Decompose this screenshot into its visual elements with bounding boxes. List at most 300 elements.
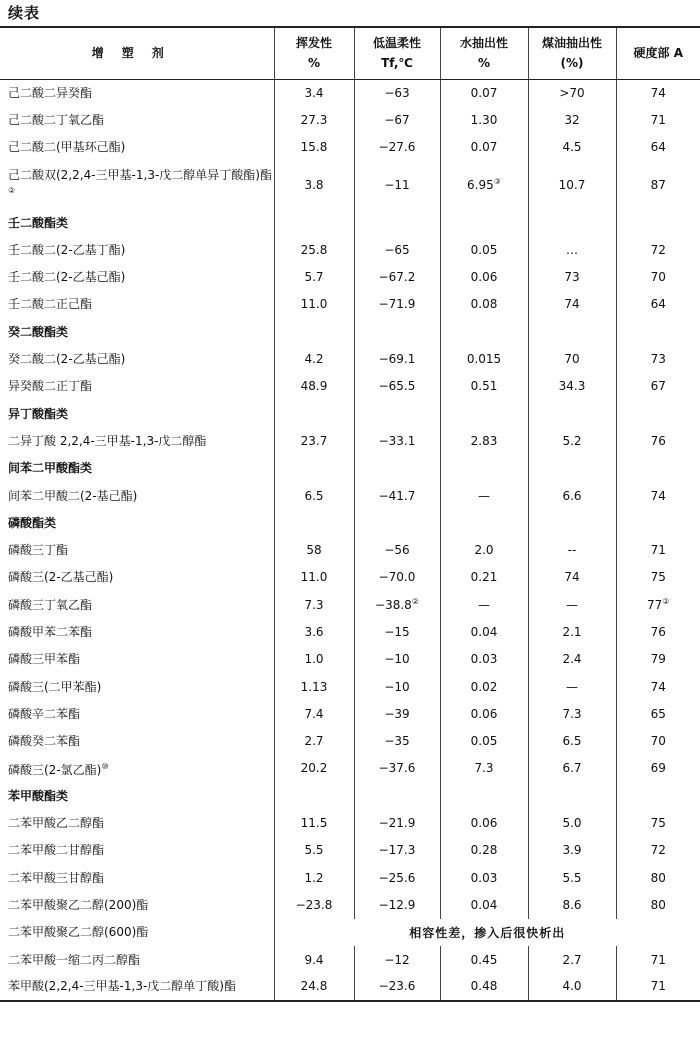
cell-value: −41.7 <box>378 488 416 503</box>
cell-flexibility <box>354 318 440 345</box>
cell-value: 0.51 <box>470 379 498 394</box>
cell-value: −35 <box>384 734 410 749</box>
cell-hardness <box>616 345 700 372</box>
cell-value: 74 <box>650 488 666 503</box>
cell-value: 72 <box>650 843 666 858</box>
cell-volatility <box>274 728 354 755</box>
cell-value: 8.6 <box>562 897 582 912</box>
cell-value: 5.5 <box>304 843 324 858</box>
cell-kerosene-extraction <box>528 564 616 591</box>
cell-value: −63 <box>384 85 410 100</box>
cell-flexibility <box>354 134 440 161</box>
cell-water-extraction <box>440 673 528 700</box>
cell-kerosene-extraction <box>528 400 616 427</box>
cell-volatility <box>274 809 354 836</box>
table-row <box>0 755 700 782</box>
cell-plasticizer-name <box>0 291 274 318</box>
cell-value: — <box>478 597 490 612</box>
cell-kerosene-extraction <box>528 591 616 618</box>
cell-water-extraction <box>440 79 528 106</box>
cell-plasticizer-name <box>0 263 274 290</box>
cell-volatility <box>274 618 354 645</box>
cell-value: 0.04 <box>470 624 498 639</box>
cell-value: 0.08 <box>470 297 498 312</box>
cell-value: 磷酸三丁氧乙酯 <box>8 597 93 612</box>
cell-water-extraction <box>440 837 528 864</box>
table-row <box>0 946 700 973</box>
table-row <box>0 864 700 891</box>
cell-value: 壬二酸二正己酯 <box>8 297 93 312</box>
cell-plasticizer-name <box>0 919 274 946</box>
cell-value: −38.8 <box>375 598 412 613</box>
cell-value: 3.4 <box>304 85 324 100</box>
cell-volatility <box>274 345 354 372</box>
cell-plasticizer-name <box>0 591 274 618</box>
cell-value: 32 <box>564 112 580 127</box>
cell-volatility <box>274 482 354 509</box>
cell-hardness <box>616 646 700 673</box>
cell-kerosene-extraction <box>528 263 616 290</box>
cell-value: 1.30 <box>470 112 498 127</box>
cell-flexibility <box>354 809 440 836</box>
cell-value: … <box>566 242 578 257</box>
cell-flexibility <box>354 209 440 236</box>
cell-value: 0.45 <box>470 952 498 967</box>
cell-value: 73 <box>564 270 580 285</box>
cell-value: 0.05 <box>470 734 498 749</box>
cell-value: 48.9 <box>300 379 328 394</box>
cell-value: −10 <box>384 679 410 694</box>
cell-volatility <box>274 646 354 673</box>
cell-value: 5.2 <box>562 433 582 448</box>
cell-value: 2.83 <box>470 433 498 448</box>
section-label <box>0 209 274 236</box>
cell-value: 5.0 <box>562 816 582 831</box>
cell-plasticizer-name <box>0 946 274 973</box>
cell-value: 己二酸双(2,2,4-三甲基-1,3-戊二醇单异丁酸酯)酯 <box>8 168 272 183</box>
cell-water-extraction <box>440 700 528 727</box>
cell-plasticizer-name <box>0 106 274 133</box>
cell-value: 15.8 <box>300 140 328 155</box>
cell-volatility <box>274 973 354 1000</box>
cell-water-extraction <box>440 318 528 345</box>
cell-volatility <box>274 106 354 133</box>
cell-flexibility <box>354 755 440 782</box>
cell-value: 0.03 <box>470 870 498 885</box>
header-plasticizer: 增塑剂 <box>0 27 274 79</box>
cell-water-extraction <box>440 809 528 836</box>
cell-value: −65 <box>384 242 410 257</box>
cell-value: 二苯甲酸二甘醇酯 <box>8 843 105 858</box>
cell-hardness <box>616 236 700 263</box>
cell-value: 58 <box>306 543 322 558</box>
header-volatility-unit: % <box>307 56 321 71</box>
table-row <box>0 345 700 372</box>
cell-plasticizer-name <box>0 536 274 563</box>
table-row <box>0 106 700 133</box>
cell-value: 75 <box>650 570 666 585</box>
cell-flexibility <box>354 373 440 400</box>
cell-compatibility-note <box>274 919 700 946</box>
cell-kerosene-extraction <box>528 837 616 864</box>
section-label <box>0 455 274 482</box>
cell-kerosene-extraction <box>528 134 616 161</box>
cell-volatility <box>274 673 354 700</box>
cell-value: −10 <box>384 652 410 667</box>
cell-volatility <box>274 700 354 727</box>
table-row <box>0 700 700 727</box>
cell-volatility <box>274 946 354 973</box>
cell-volatility <box>274 591 354 618</box>
cell-value: −71.9 <box>378 297 416 312</box>
cell-water-extraction <box>440 427 528 454</box>
cell-value: −21.9 <box>378 816 416 831</box>
cell-value: −67 <box>384 112 410 127</box>
cell-value: −70.0 <box>378 570 416 585</box>
cell-plasticizer-name <box>0 728 274 755</box>
table-row <box>0 809 700 836</box>
cell-water-extraction <box>440 373 528 400</box>
cell-hardness <box>616 891 700 918</box>
table-row <box>0 536 700 563</box>
cell-hardness <box>616 782 700 809</box>
cell-value: 70 <box>650 270 666 285</box>
table-row <box>0 79 700 106</box>
cell-value: 0.48 <box>470 979 498 994</box>
cell-value: 76 <box>650 624 666 639</box>
cell-value: 磷酸三甲苯酯 <box>8 652 81 667</box>
cell-kerosene-extraction <box>528 973 616 1000</box>
cell-value: 71 <box>650 112 666 127</box>
section-label <box>0 400 274 427</box>
cell-flexibility <box>354 591 440 618</box>
table-row <box>0 646 700 673</box>
cell-value: −12.9 <box>378 897 416 912</box>
cell-hardness <box>616 618 700 645</box>
cell-hardness <box>616 209 700 236</box>
cell-value: 4.2 <box>304 352 324 367</box>
cell-value: — <box>478 488 490 503</box>
table-body <box>0 79 700 1001</box>
cell-water-extraction <box>440 946 528 973</box>
cell-kerosene-extraction <box>528 673 616 700</box>
cell-value: 71 <box>650 979 666 994</box>
cell-water-extraction <box>440 291 528 318</box>
cell-value: 2.7 <box>304 734 324 749</box>
cell-value: 7.3 <box>304 597 324 612</box>
cell-kerosene-extraction <box>528 345 616 372</box>
cell-value: 6.5 <box>562 734 582 749</box>
cell-plasticizer-name <box>0 700 274 727</box>
cell-plasticizer-name <box>0 427 274 454</box>
footnote-marker: ③ <box>493 177 501 187</box>
table-row <box>0 161 700 209</box>
cell-value: 11.5 <box>300 816 328 831</box>
cell-volatility <box>274 263 354 290</box>
cell-water-extraction <box>440 209 528 236</box>
cell-value: 磷酸三(二甲苯酯) <box>8 679 102 694</box>
cell-value: 癸二酸二(2-乙基己酯) <box>8 352 126 367</box>
cell-volatility <box>274 837 354 864</box>
cell-volatility <box>274 134 354 161</box>
header-oil-label: 煤油抽出性 <box>541 36 602 51</box>
cell-plasticizer-name <box>0 161 274 209</box>
cell-value: 磷酸三丁酯 <box>8 543 69 558</box>
cell-hardness <box>616 106 700 133</box>
cell-value: 壬二酸二(2-乙基丁酯) <box>8 242 126 257</box>
cell-value: 25.8 <box>300 242 328 257</box>
cell-plasticizer-name <box>0 755 274 782</box>
table-row <box>0 728 700 755</box>
header-volatility <box>274 27 354 79</box>
cell-value: 80 <box>650 897 666 912</box>
cell-hardness <box>616 263 700 290</box>
cell-volatility <box>274 891 354 918</box>
section-row <box>0 509 700 536</box>
cell-hardness <box>616 373 700 400</box>
footnote-marker: ② <box>8 186 16 196</box>
cell-value: 74 <box>650 85 666 100</box>
cell-kerosene-extraction <box>528 161 616 209</box>
cell-value: 己二酸二丁氧乙酯 <box>8 112 105 127</box>
header-row <box>0 27 700 79</box>
cell-value: 0.07 <box>470 85 498 100</box>
table-row <box>0 482 700 509</box>
cell-hardness <box>616 482 700 509</box>
plasticizer-table <box>0 26 700 1002</box>
cell-value: 0.04 <box>470 897 498 912</box>
cell-flexibility <box>354 673 440 700</box>
cell-plasticizer-name <box>0 345 274 372</box>
table-row <box>0 837 700 864</box>
cell-value: −39 <box>384 706 410 721</box>
cell-flexibility <box>354 973 440 1000</box>
cell-plasticizer-name <box>0 482 274 509</box>
cell-value: 7.3 <box>562 706 582 721</box>
cell-value: 10.7 <box>558 177 586 192</box>
cell-flexibility <box>354 509 440 536</box>
cell-value: 0.28 <box>470 843 498 858</box>
cell-value: 二苯甲酸聚乙二醇(600)酯 <box>8 925 149 940</box>
cell-kerosene-extraction <box>528 236 616 263</box>
cell-flexibility <box>354 728 440 755</box>
cell-plasticizer-name <box>0 973 274 1000</box>
header-low-temp-flexibility <box>354 27 440 79</box>
cell-flexibility <box>354 700 440 727</box>
cell-kerosene-extraction <box>528 482 616 509</box>
cell-kerosene-extraction <box>528 618 616 645</box>
cell-water-extraction <box>440 509 528 536</box>
cell-plasticizer-name <box>0 79 274 106</box>
cell-flexibility <box>354 161 440 209</box>
cell-water-extraction <box>440 482 528 509</box>
cell-flexibility <box>354 837 440 864</box>
cell-value: 间苯二甲酸二(2-基己酯) <box>8 488 138 503</box>
cell-plasticizer-name <box>0 809 274 836</box>
cell-water-extraction <box>440 161 528 209</box>
cell-kerosene-extraction <box>528 536 616 563</box>
cell-kerosene-extraction <box>528 891 616 918</box>
cell-value: 3.9 <box>562 843 582 858</box>
cell-value: −65.5 <box>378 379 416 394</box>
cell-value: 6.5 <box>304 488 324 503</box>
cell-value: −12 <box>384 952 410 967</box>
cell-value: 64 <box>650 297 666 312</box>
cell-value: 3.8 <box>304 177 324 192</box>
cell-kerosene-extraction <box>528 728 616 755</box>
footnote-marker: ⑩ <box>101 761 109 771</box>
cell-hardness <box>616 79 700 106</box>
section-label <box>0 782 274 809</box>
cell-flexibility <box>354 106 440 133</box>
cell-water-extraction <box>440 646 528 673</box>
cell-kerosene-extraction <box>528 318 616 345</box>
cell-kerosene-extraction <box>528 291 616 318</box>
cell-value: 34.3 <box>558 379 586 394</box>
cell-value: 0.05 <box>470 242 498 257</box>
cell-water-extraction <box>440 400 528 427</box>
cell-kerosene-extraction <box>528 864 616 891</box>
cell-water-extraction <box>440 345 528 372</box>
section-label <box>0 509 274 536</box>
section-row <box>0 318 700 345</box>
cell-plasticizer-name <box>0 646 274 673</box>
cell-flexibility <box>354 891 440 918</box>
cell-hardness <box>616 809 700 836</box>
cell-value: 65 <box>650 706 666 721</box>
cell-value: 磷酸癸二苯酯 <box>8 734 81 749</box>
cell-value: -- <box>567 543 577 558</box>
cell-value: 1.2 <box>304 870 324 885</box>
cell-value: 磷酸三(2-乙基己酯) <box>8 570 114 585</box>
cell-value: 苯甲酸(2,2,4-三甲基-1,3-戊二醇单丁酸)酯 <box>8 979 236 994</box>
cell-value: 0.21 <box>470 570 498 585</box>
cell-hardness <box>616 728 700 755</box>
header-volatility-label: 挥发性 <box>295 36 332 51</box>
section-row <box>0 455 700 482</box>
table-row <box>0 134 700 161</box>
cell-kerosene-extraction <box>528 373 616 400</box>
cell-water-extraction <box>440 782 528 809</box>
footnote-marker: ② <box>662 597 670 607</box>
cell-flexibility <box>354 618 440 645</box>
cell-volatility <box>274 427 354 454</box>
cell-value: 二苯甲酸乙二醇酯 <box>8 816 105 831</box>
cell-hardness <box>616 673 700 700</box>
cell-flexibility <box>354 345 440 372</box>
cell-value: 72 <box>650 242 666 257</box>
cell-kerosene-extraction <box>528 79 616 106</box>
cell-hardness <box>616 700 700 727</box>
cell-flexibility <box>354 646 440 673</box>
header-water-label: 水抽出性 <box>459 36 508 51</box>
table-row <box>0 236 700 263</box>
cell-value: 二苯甲酸三甘醇酯 <box>8 870 105 885</box>
cell-flexibility <box>354 291 440 318</box>
section-row <box>0 209 700 236</box>
cell-value: −25.6 <box>378 870 416 885</box>
cell-value: 2.1 <box>562 624 582 639</box>
cell-value: 苯甲酸酯类 <box>8 788 69 803</box>
cell-flexibility <box>354 263 440 290</box>
cell-value: 癸二酸酯类 <box>8 324 69 339</box>
cell-water-extraction <box>440 106 528 133</box>
cell-water-extraction <box>440 536 528 563</box>
cell-volatility <box>274 161 354 209</box>
cell-hardness <box>616 161 700 209</box>
cell-value: 23.7 <box>300 433 328 448</box>
cell-volatility <box>274 509 354 536</box>
cell-value: 磷酸辛二苯酯 <box>8 706 81 721</box>
table-row <box>0 291 700 318</box>
cell-plasticizer-name <box>0 837 274 864</box>
cell-value: 二苯甲酸聚乙二醇(200)酯 <box>8 897 149 912</box>
cell-kerosene-extraction <box>528 106 616 133</box>
cell-plasticizer-name <box>0 618 274 645</box>
header-water-extraction <box>440 27 528 79</box>
cell-volatility <box>274 564 354 591</box>
cell-water-extraction <box>440 455 528 482</box>
table-row <box>0 891 700 918</box>
cell-kerosene-extraction <box>528 946 616 973</box>
cell-value: 2.0 <box>474 543 494 558</box>
cell-plasticizer-name <box>0 373 274 400</box>
cell-plasticizer-name <box>0 236 274 263</box>
cell-value: 0.03 <box>470 652 498 667</box>
cell-volatility <box>274 455 354 482</box>
header-oil-unit: (%) <box>560 56 584 71</box>
cell-value: 0.07 <box>470 140 498 155</box>
cell-value: −37.6 <box>378 761 416 776</box>
cell-value: 20.2 <box>300 761 328 776</box>
cell-value: 0.02 <box>470 679 498 694</box>
cell-value: 2.4 <box>562 652 582 667</box>
cell-flexibility <box>354 482 440 509</box>
cell-flexibility <box>354 864 440 891</box>
cell-value: 24.8 <box>300 979 328 994</box>
cell-value: 80 <box>650 870 666 885</box>
cell-flexibility <box>354 946 440 973</box>
cell-value: −23.6 <box>378 979 416 994</box>
cell-flexibility <box>354 455 440 482</box>
cell-value: 11.0 <box>300 570 328 585</box>
cell-value: 73 <box>650 352 666 367</box>
cell-kerosene-extraction <box>528 809 616 836</box>
cell-value: 71 <box>650 543 666 558</box>
cell-volatility <box>274 291 354 318</box>
cell-plasticizer-name <box>0 134 274 161</box>
cell-value: −11 <box>384 177 410 192</box>
cell-value: 己二酸二(甲基环己酯) <box>8 140 126 155</box>
cell-hardness <box>616 134 700 161</box>
cell-hardness <box>616 291 700 318</box>
cell-value: 3.6 <box>304 624 324 639</box>
cell-value: 77 <box>647 598 663 613</box>
cell-water-extraction <box>440 263 528 290</box>
cell-volatility <box>274 236 354 263</box>
cell-volatility <box>274 373 354 400</box>
cell-value: 75 <box>650 816 666 831</box>
cell-water-extraction <box>440 864 528 891</box>
cell-volatility <box>274 400 354 427</box>
cell-flexibility <box>354 236 440 263</box>
cell-value: >70 <box>559 85 585 100</box>
cell-kerosene-extraction <box>528 455 616 482</box>
cell-value: 74 <box>650 679 666 694</box>
cell-plasticizer-name <box>0 673 274 700</box>
cell-hardness <box>616 564 700 591</box>
cell-hardness <box>616 536 700 563</box>
